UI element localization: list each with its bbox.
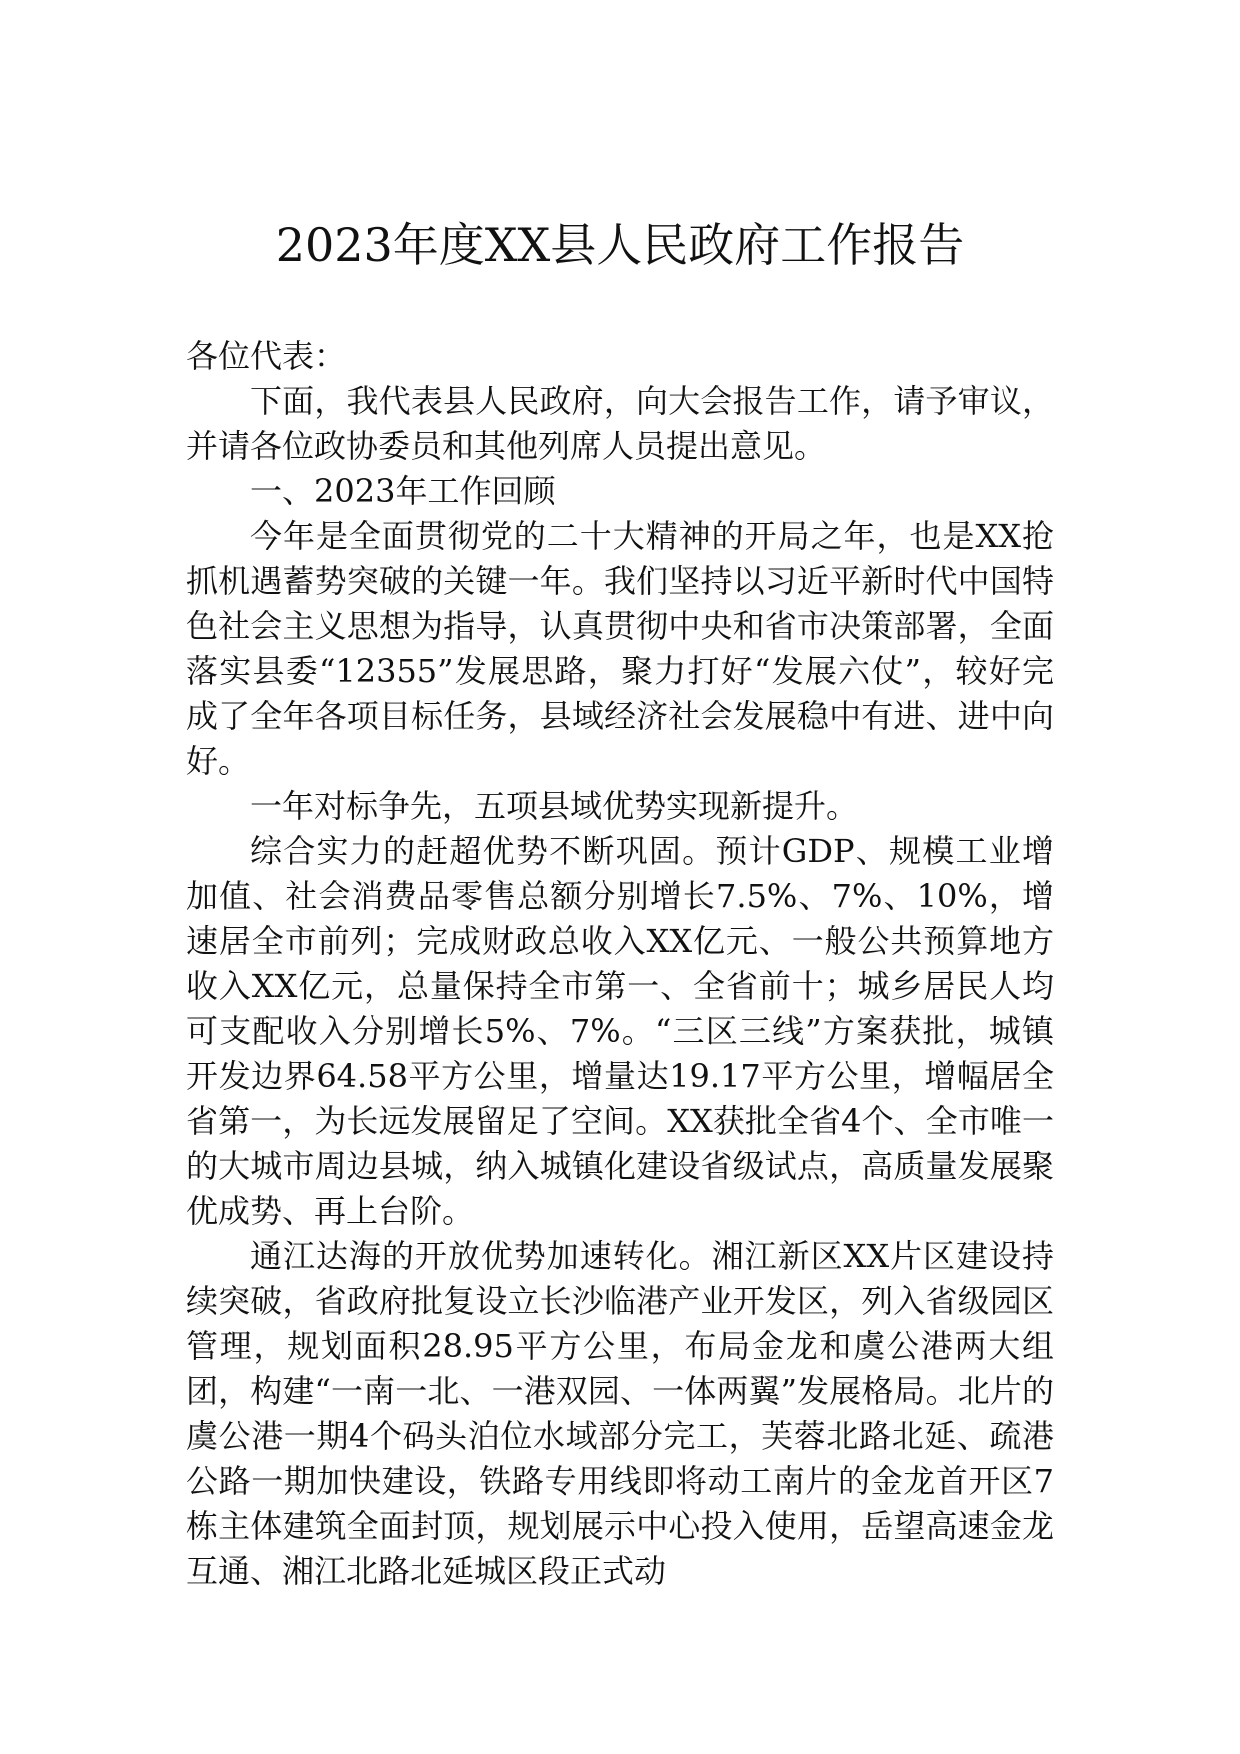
document-title: 2023年度XX县人民政府工作报告	[275, 218, 965, 272]
section-heading: 一、2023年工作回顾	[250, 472, 556, 510]
salutation: 各位代表：	[186, 337, 347, 375]
subsection-heading: 一年对标争先，五项县域优势实现新提升。	[250, 787, 859, 825]
paragraph-overview: 今年是全面贯彻党的二十大精神的开局之年，也是XX抢抓机遇蓄势突破的关键一年。我们坚持以习近平新时代中国特色社会主义思想为指导，认真贯彻中央和省市决策部署，全面落实县委“12355”发展思路，聚力打好“发展六仗”，较好完成了全年各项目标任务，县域经济社会发展稳中有进、进中向好。	[186, 517, 1054, 780]
paragraph-strength: 综合实力的赶超优势不断巩固。预计GDP、规模工业增加值、社会消费品零售总额分别增长7.5%、7%、10%，增速居全市前列；完成财政总收入XX亿元、一般公共预算地方收入XX亿元，总量保持全市第一、全省前十；城乡居民人均可支配收入分别增长5%、7%。“三区三线”方案获批，城镇开发边界64.58平方公里，增量达19.17平方公里，增幅居全省第一，为长远发展留足了空间。XX获批全省4个、全市唯一的大城市周边县城，纳入城镇化建设省级试点，高质量发展聚优成势、再上台阶。	[186, 832, 1054, 1230]
document-body	[186, 334, 1054, 1594]
paragraph-intro: 下面，我代表县人民政府，向大会报告工作，请予审议，并请各位政协委员和其他列席人员提出意见。	[186, 382, 1054, 465]
paragraph-opening: 通江达海的开放优势加速转化。湘江新区XX片区建设持续突破，省政府批复设立长沙临港产业开发区，列入省级园区管理，规划面积28.95平方公里，布局金龙和虞公港两大组团，构建“一南一北、一港双园、一体两翼”发展格局。北片的虞公港一期4个码头泊位水域部分完工，芙蓉北路北延、疏港公路一期加快建设，铁路专用线即将动工南片的金龙首开区7栋主体建筑全面封顶，规划展示中心投入使用，岳望高速金龙互通、湘江北路北延城区段正式动	[186, 1237, 1054, 1590]
